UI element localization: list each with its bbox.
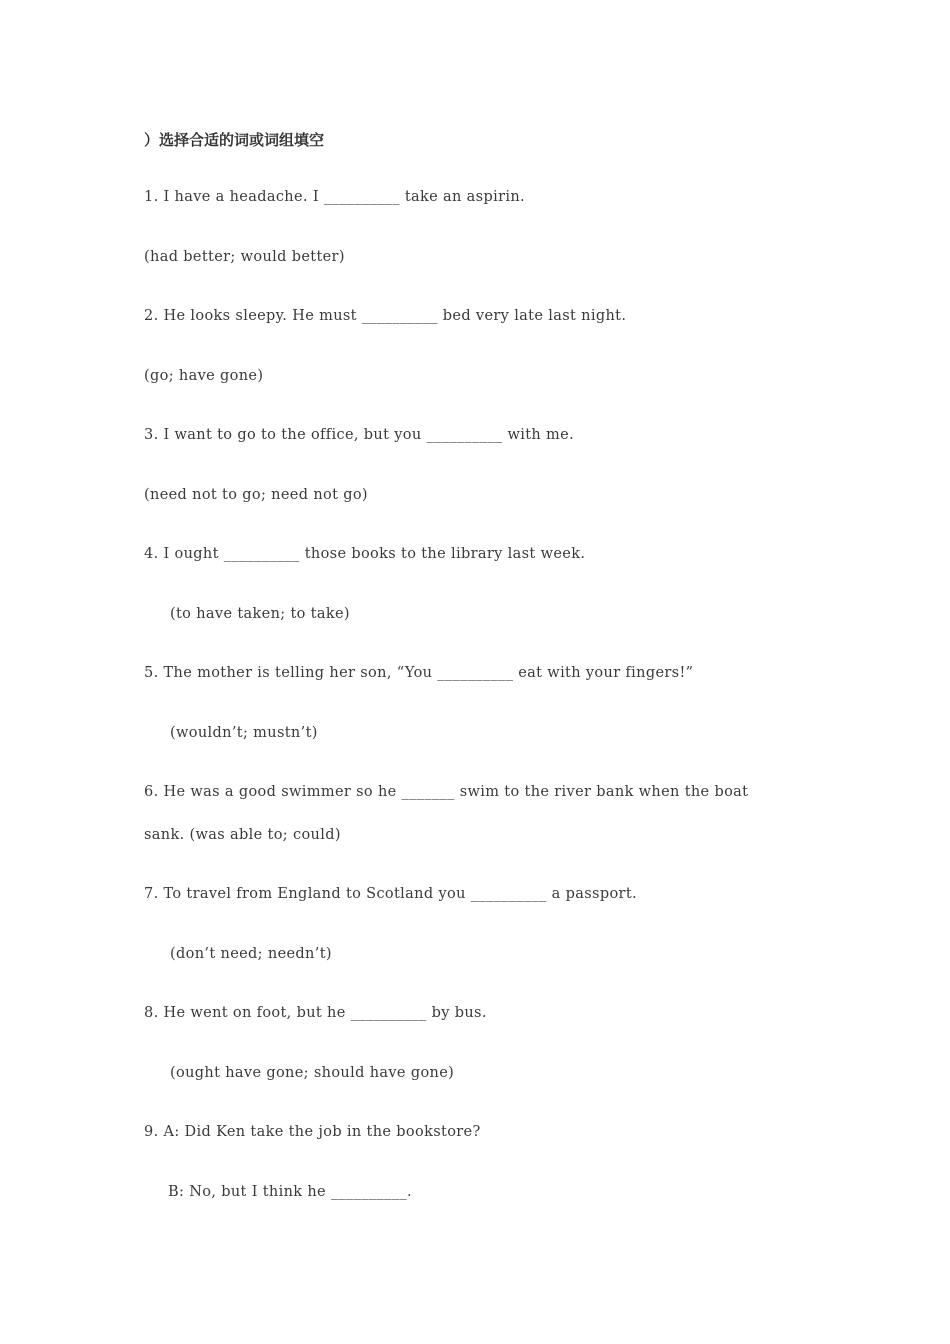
question-2-options: (go; have gone) <box>144 368 264 384</box>
question-3-text: 3. I want to go to the office, but you __________ with me. <box>144 427 575 443</box>
question-9-reply: B: No, but I think he __________. <box>168 1184 412 1200</box>
question-5-options: (wouldn’t; mustn’t) <box>170 725 318 741</box>
question-1-text: 1. I have a headache. I __________ take an aspirin. <box>144 189 526 205</box>
question-3-options: (need not to go; need not go) <box>144 487 368 503</box>
question-2-text: 2. He looks sleepy. He must __________ bed very late last night. <box>144 308 627 324</box>
question-5-text: 5. The mother is telling her son, “You __________ eat with your fingers!” <box>144 665 694 681</box>
question-7-options: (don’t need; needn’t) <box>170 946 332 962</box>
section-heading: ）选择合适的词或词组填空 <box>144 131 325 149</box>
question-7-text: 7. To travel from England to Scotland you __________ a passport. <box>144 886 637 902</box>
question-9-text: 9. A: Did Ken take the job in the bookstore? <box>144 1124 481 1140</box>
question-4-options: (to have taken; to take) <box>170 606 350 622</box>
question-6-text: 6. He was a good swimmer so he _______ swim to the river bank when the boat <box>144 784 749 800</box>
question-8-text: 8. He went on foot, but he __________ by bus. <box>144 1005 487 1021</box>
question-6-continued: sank. (was able to; could) <box>144 827 341 843</box>
question-1-options: (had better; would better) <box>144 249 345 265</box>
question-8-options: (ought have gone; should have gone) <box>170 1065 455 1081</box>
question-4-text: 4. I ought __________ those books to the library last week. <box>144 546 586 562</box>
